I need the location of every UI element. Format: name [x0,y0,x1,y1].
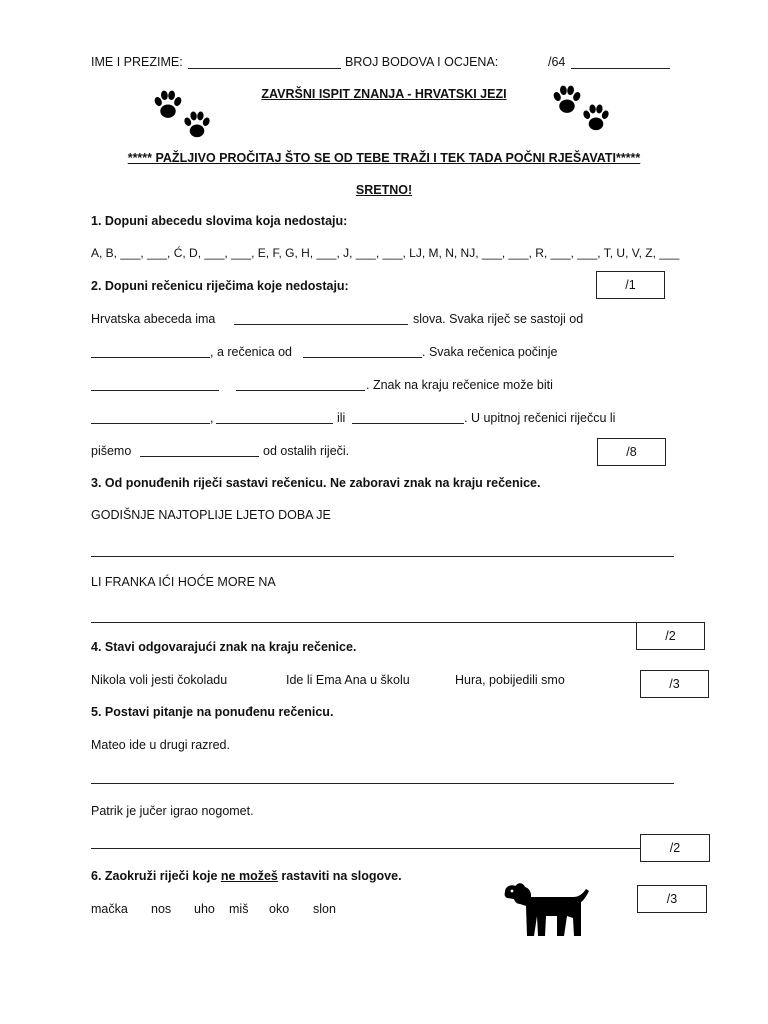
q6-title [91,868,402,884]
q2-title: 2. Dopuni rečenicu riječima koje nedostaju: [91,279,349,293]
q5-sentence-2: Patrik je jučer igrao nogomet. [91,804,254,818]
paw-print-icon [579,102,613,136]
q2-text: Hrvatska abeceda ima [91,312,216,326]
name-label: IME I PREZIME: [91,55,183,69]
q2-blank[interactable] [216,423,333,424]
q4-sentence-2[interactable]: Ide li Ema Ana u školu [286,673,410,687]
q2-text: . Svaka rečenica počinje [422,345,558,359]
dog-icon [501,880,591,938]
q4-sentence-1[interactable]: Nikola voli jesti čokoladu [91,673,228,687]
q2-blank[interactable] [236,390,365,391]
q2-text: , [210,411,214,425]
q3-words-2: LI FRANKA IĆI HOĆE MORE NA [91,575,276,589]
warning-text: ***** PAŽLJIVO PROČITAJ ŠTO SE OD TEBE TRAŽI I TEK TADA POČNI RJEŠAVATI***** [127,151,641,165]
q2-text: , a rečenica od [210,345,292,359]
q2-text: pišemo [91,444,132,458]
q3-score-box: /2 [636,622,705,650]
q2-score-box: /8 [597,438,666,466]
grade-blank[interactable] [571,68,670,69]
q2-blank[interactable] [91,357,210,358]
paw-print-icon [180,109,214,143]
q2-text: ili [337,411,346,425]
q6-title-part: 6. Zaokruži riječi koje [91,869,221,883]
q2-blank[interactable] [303,357,422,358]
q2-text: . Znak na kraju rečenice može biti [366,378,553,392]
q6-word-option[interactable]: slon [313,902,336,916]
q2-text: od ostalih riječi. [263,444,350,458]
q3-answer-line-1[interactable] [91,556,674,557]
q5-sentence-1: Mateo ide u drugi razred. [91,738,230,752]
q2-text: . U upitnoj rečenici riječcu li [464,411,616,425]
q1-title: 1. Dopuni abecedu slovima koja nedostaju: [91,214,348,228]
q2-blank[interactable] [91,423,210,424]
name-blank[interactable] [188,68,341,69]
q2-blank[interactable] [91,390,219,391]
q5-answer-line-1[interactable] [91,783,674,784]
q4-title: 4. Stavi odgovarajući znak na kraju rečenice. [91,640,357,654]
q3-answer-line-2[interactable] [91,622,674,623]
q6-title-emphasis: ne možeš [220,869,278,883]
q6-word-option[interactable]: miš [229,902,249,916]
q6-score-box: /3 [637,885,707,913]
q6-word-option[interactable]: uho [194,902,215,916]
q2-blank[interactable] [234,324,408,325]
q5-title: 5. Postavi pitanje na ponuđenu rečenicu. [91,705,334,719]
good-luck-text: SRETNO! [355,183,413,197]
q6-word-option[interactable]: oko [269,902,290,916]
q1-alphabet[interactable]: A, B, ___, ___, Ć, D, ___, ___, E, F, G, H, ___, J, ___, ___, LJ, M, N, NJ, ___, ___, R, ___, ___, T, U, V, Z, ___ [91,246,680,260]
q2-blank[interactable] [140,456,259,457]
q2-blank[interactable] [352,423,464,424]
q6-title-part: rastaviti na slogove. [277,869,402,883]
q4-sentence-3[interactable]: Hura, pobijedili smo [455,673,565,687]
q6-word-option[interactable]: nos [151,902,172,916]
max-points: /64 [548,55,566,69]
q3-title: 3. Od ponuđenih riječi sastavi rečenicu. Ne zaboravi znak na kraju rečenice. [91,476,541,490]
q3-words-1: GODIŠNJE NAJTOPLIJE LJETO DOBA JE [91,508,331,522]
q2-text: slova. Svaka riječ se sastoji od [413,312,584,326]
q6-word-option[interactable]: mačka [91,902,128,916]
q4-score-box: /3 [640,670,709,698]
q5-score-box: /2 [640,834,710,862]
page-title: ZAVRŠNI ISPIT ZNANJA - HRVATSKI JEZI [261,87,507,101]
points-label: BROJ BODOVA I OCJENA: [345,55,499,69]
q5-answer-line-2[interactable] [91,848,640,849]
q1-score-box: /1 [596,271,665,299]
